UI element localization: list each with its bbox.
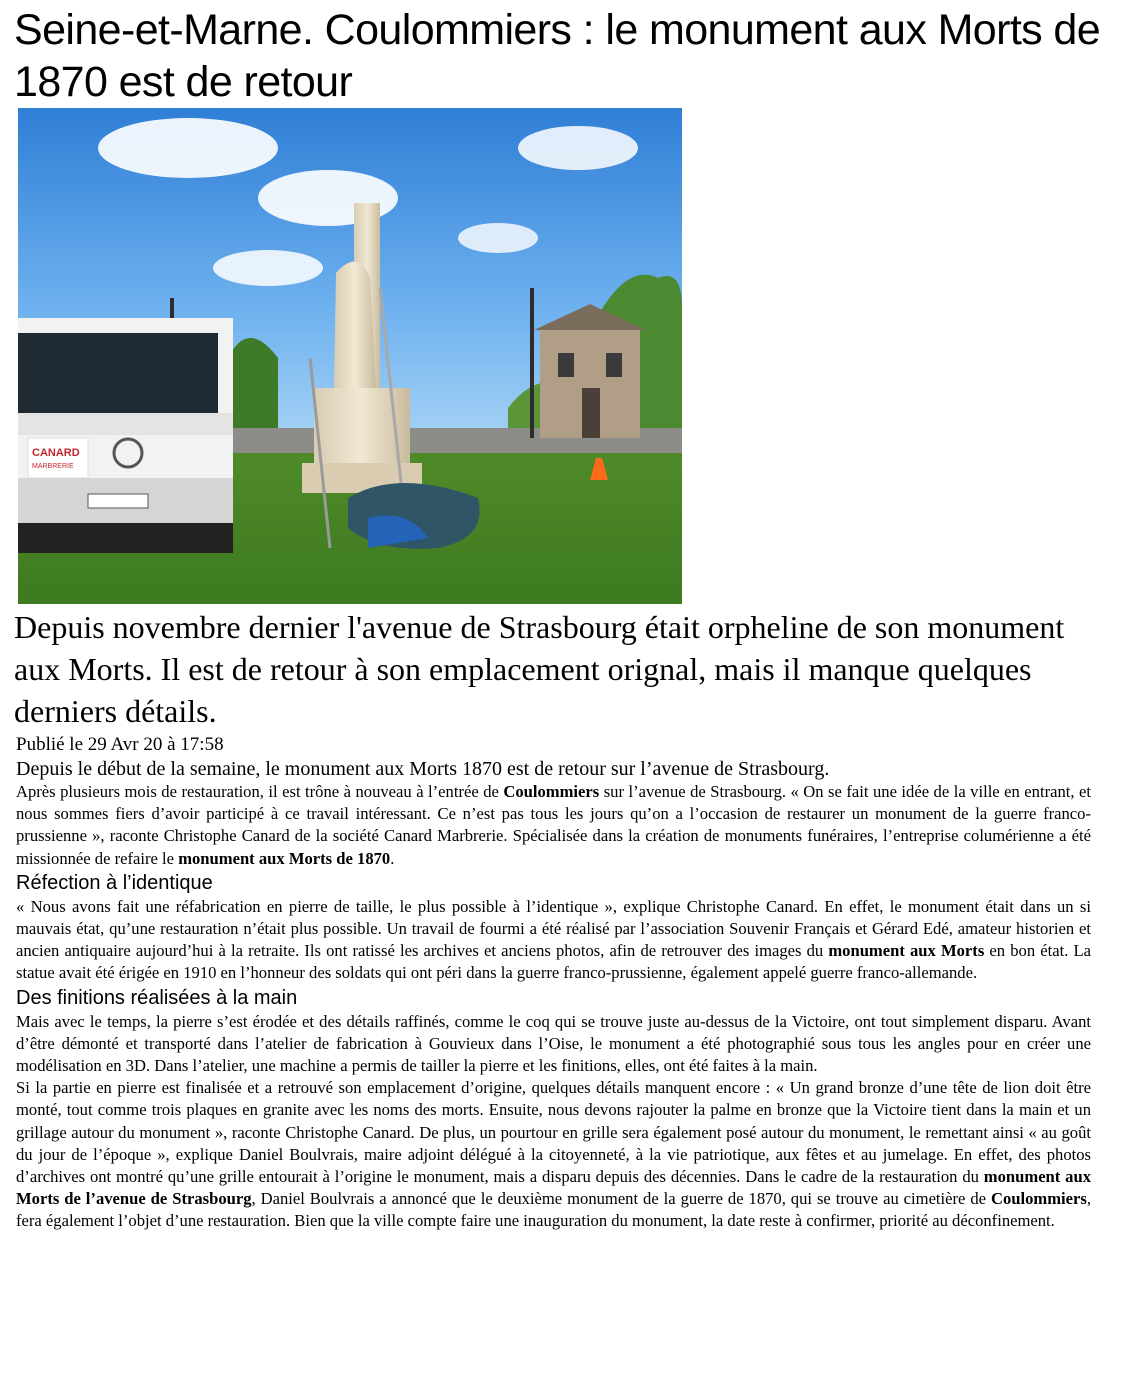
section-title-finitions: Des finitions réalisées à la main: [16, 986, 298, 1009]
bold-term: Coulommiers: [503, 782, 600, 801]
bold-term: monument aux Morts: [828, 941, 985, 961]
publication-date: Publié le 29 Avr 20 à 17:58: [16, 734, 224, 755]
article-body: [16, 757, 1091, 1233]
bold-term: monument aux Morts de 1870: [178, 848, 391, 868]
section-title-refection: Réfection à l’identique: [16, 871, 213, 894]
truck-brand: CANARD: [32, 447, 80, 459]
article-chapo: Depuis novembre dernier l'avenue de Strasbourg était orpheline de son monument aux Morts. Il est de retour à son emplacement orignal, mais il manque quelques derniers détails.: [14, 609, 1065, 729]
bold-term: Coulommiers: [990, 1189, 1087, 1209]
truck-sub: MARBRERIE: [32, 463, 74, 470]
monument-photo: [18, 108, 682, 604]
paragraph-2: « Nous avons fait une réfabrication en pierre de taille, le plus possible à l’identique », explique Christophe Canard. En effet, le monument était dans un si mauvais état, qu’une restauration n’était plus possible. Un travail de fourmi a été réalisé par l’association Souvenir Français et Gérard Edé, amateur historien et ancien antiquaire aujourd’hui à la retraite. Ils ont ratissé les archives et anciens photos, afin de retrouver des images du monument aux Morts en bon état. La statue avait été érigée en 1910 en l’honneur des soldats qui ont péri dans la guerre franco-prussienne, également appelé guerre franco-allemande.: [16, 896, 1091, 983]
article-title: Seine-et-Marne. Coulommiers : le monument aux Morts de 1870 est de retour: [14, 6, 1101, 106]
monument-photo-icon: [18, 108, 682, 604]
article-lead: Depuis le début de la semaine, le monument aux Morts 1870 est de retour sur l’avenue de Strasbourg.: [16, 758, 830, 780]
paragraph-4: Si la partie en pierre est finalisée et a retrouvé son emplacement d’origine, quelques détails manquent encore : « Un grand bronze d’une tête de lion doit être monté, tout comme trois plaques en granite avec les noms des morts. Ensuite, nous devons rajouter la palme en bronze que la Victoire tient dans la main et un grillage autour du monument », raconte Christophe Canard. De plus, un pourtour en grille sera également posé autour du monument, le remettant ainsi « au goût du jour de l’époque », explique Daniel Boulvrais, maire adjoint délégué à la citoyenneté, à la vie patriotique, aux fêtes et au jumelage. En effet, des photos d’archives ont montré qu’une grille entourait à l’origine le monument, mais a disparu depuis des décennies. Dans le cadre de la restauration du monument aux Morts de l’avenue de Strasbourg, Daniel Boulvrais a annoncé que le deuxième monument de la guerre de 1870, qui se trouve au cimetière de Coulommiers, fera également l’objet d’une restauration. Bien que la ville compte faire une inauguration du monument, la date reste à confirmer, priorité au déconfinement.: [16, 1078, 1092, 1231]
bold-term: monument aux Morts de l’avenue de Strasbourg: [16, 1167, 1091, 1209]
paragraph-3: Mais avec le temps, la pierre s’est érodée et des détails raffinés, comme le coq qui se trouve juste au-dessus de la Victoire, ont tout simplement disparu. Avant d’être démonté et transporté dans l’atelier de fabrication à Gouvieux dans l’Oise, le monument a été photographié sous tous les angles pour en créer une modélisation en 3D. Dans l’atelier, une machine a permis de tailler la pierre et les finitions, elles, ont été faites à la main.: [16, 1011, 1091, 1076]
paragraph-1: Après plusieurs mois de restauration, il est trône à nouveau à l’entrée de Coulommiers sur l’avenue de Strasbourg. « On se fait une idée de la ville en entrant, et nous sommes fiers d’avoir participé à ce travail intéressant. Ce n’est pas tous les jours qu’on a l’occasion de restaurer un monument de la guerre franco-prussienne », raconte Christophe Canard de la société Canard Marbrerie. Spécialisée dans la création de monuments funéraires, l’entreprise columérienne a été missionnée de refaire le monument aux Morts de 1870.: [16, 782, 1091, 868]
